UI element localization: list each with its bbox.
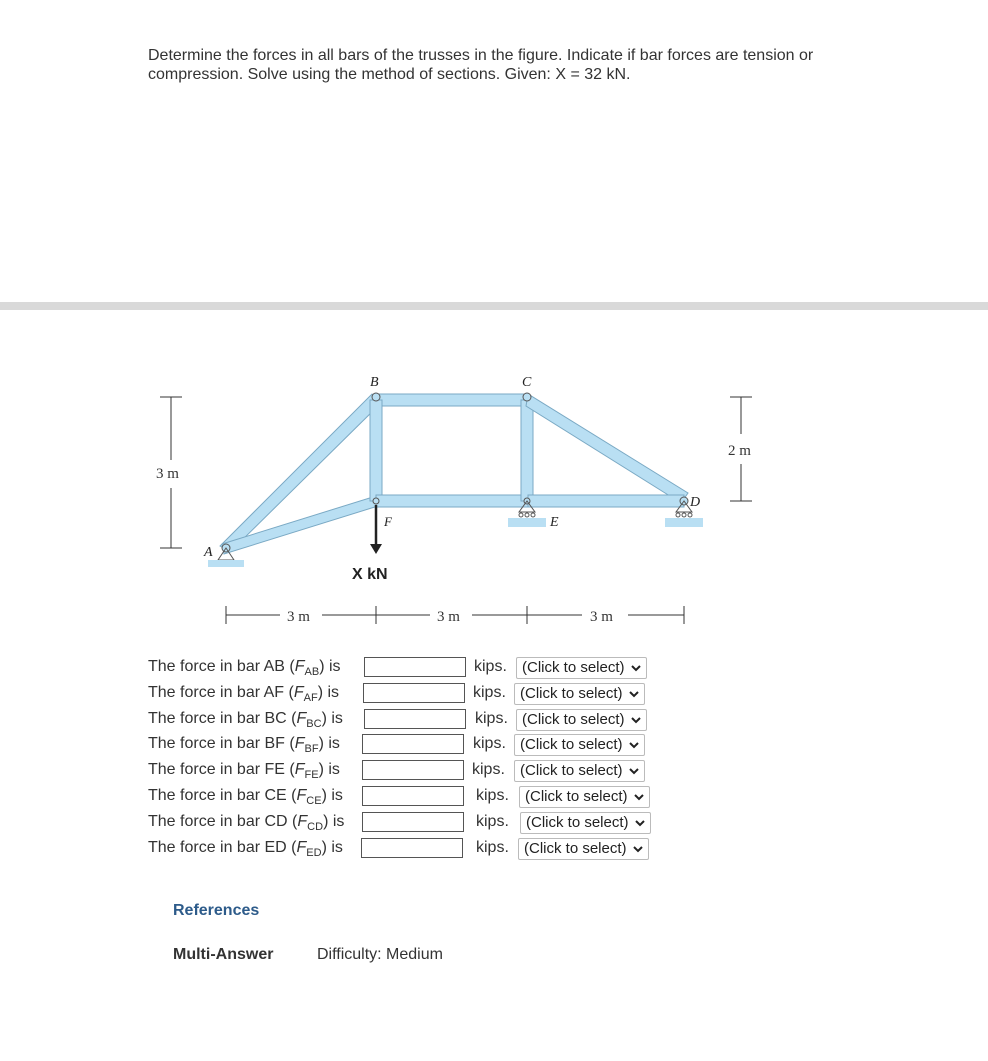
force-ed-input[interactable] (361, 838, 463, 858)
answer-label-prefix: The force in bar CE ( (148, 787, 297, 804)
answer-label-prefix: The force in bar CD ( (148, 812, 298, 830)
answer-label-suffix: ) is (319, 658, 341, 675)
force-symbol: F (293, 683, 304, 701)
select-value: (Click to select) (524, 839, 627, 857)
dim-span-3-label: 3 m (590, 609, 613, 625)
chevron-down-icon (633, 844, 643, 854)
select-value: (Click to select) (520, 684, 623, 702)
unit-label: kips. (473, 683, 506, 701)
select-value: (Click to select) (520, 736, 623, 754)
joint-F-label: F (384, 514, 392, 529)
answer-label-suffix: ) is (317, 683, 340, 701)
force-subscript: CD (307, 820, 324, 833)
select-value: (Click to select) (525, 788, 628, 805)
truss-members (220, 394, 688, 554)
force-subscript: FE (304, 769, 319, 782)
answer-label (148, 658, 341, 678)
select-value: (Click to select) (522, 659, 625, 676)
answer-label-prefix: The force in bar ED ( (148, 838, 297, 856)
member-BF (370, 400, 382, 501)
answer-label (148, 787, 343, 807)
problem-statement (148, 46, 888, 84)
force-cd-type-select[interactable] (520, 812, 651, 834)
unit-label: kips. (472, 761, 505, 779)
dim-height-right-label: 2 m (728, 443, 751, 459)
answer-label (148, 684, 339, 704)
answer-row (148, 682, 668, 706)
force-bf-type-select[interactable] (514, 734, 645, 756)
answer-label-prefix: The force in bar AB ( (148, 658, 295, 675)
force-symbol: F (296, 709, 307, 727)
answer-row (148, 811, 668, 835)
answer-row (148, 708, 668, 732)
member-CD (526, 394, 688, 503)
member-CE (521, 400, 533, 501)
select-value: (Click to select) (520, 762, 623, 780)
force-bc-type-select[interactable] (516, 709, 647, 731)
unit-label: kips. (474, 658, 507, 675)
force-af-type-select[interactable] (514, 683, 645, 705)
force-fe-type-select[interactable] (514, 760, 645, 782)
force-ce-input[interactable] (362, 786, 464, 806)
problem-line-1: Determine the forces in all bars of the trusses in the figure. Indicate if bar forces are tension or (148, 47, 814, 64)
answer-row (148, 837, 668, 861)
unit-label: kips. (475, 709, 508, 727)
force-symbol: F (294, 735, 305, 753)
unit-label: kips. (473, 735, 506, 753)
joint-D-label: D (690, 495, 701, 510)
answer-label (148, 710, 343, 730)
force-subscript: AF (303, 691, 318, 704)
force-symbol: F (296, 838, 307, 856)
force-subscript: BC (306, 717, 322, 730)
difficulty: Difficulty: Medium (317, 946, 443, 963)
section-divider (0, 302, 988, 310)
chevron-down-icon (631, 715, 641, 725)
force-ab-input[interactable] (364, 657, 466, 677)
chevron-down-icon (635, 818, 645, 828)
answer-label-suffix: ) is (318, 761, 340, 779)
force-cd-input[interactable] (362, 812, 464, 832)
answer-label-prefix: The force in bar BC ( (148, 709, 297, 727)
question-type: Multi-Answer (173, 946, 274, 963)
answer-label (148, 761, 340, 781)
answer-label-prefix: The force in bar AF ( (148, 683, 294, 701)
force-symbol: F (294, 658, 305, 675)
joint-E-label: E (550, 515, 559, 530)
force-ce-type-select[interactable] (519, 786, 650, 808)
force-subscript: AB (304, 666, 320, 679)
answer-label-suffix: ) is (321, 709, 343, 727)
chevron-down-icon (629, 740, 639, 750)
force-bf-input[interactable] (362, 734, 464, 754)
chevron-down-icon (634, 792, 644, 802)
force-ab-type-select[interactable] (516, 657, 647, 679)
answer-row (148, 759, 668, 783)
answer-label-suffix: ) is (323, 812, 345, 830)
answer-label-suffix: ) is (321, 838, 343, 856)
answer-row (148, 785, 668, 809)
unit-label: kips. (476, 787, 509, 804)
force-ed-type-select[interactable] (518, 838, 649, 860)
select-value: (Click to select) (522, 710, 625, 728)
unit-label: kips. (476, 838, 509, 856)
answer-label-suffix: ) is (318, 735, 340, 753)
force-symbol: F (296, 787, 307, 804)
joint-C-pin (523, 393, 531, 401)
force-bc-input[interactable] (364, 709, 466, 729)
dim-span-1-label: 3 m (287, 609, 310, 625)
force-subscript: BF (304, 743, 319, 756)
joint-A-label: A (204, 545, 213, 560)
chevron-down-icon (629, 766, 639, 776)
dim-height-left-label: 3 m (156, 466, 179, 482)
member-ED (528, 495, 684, 507)
joint-F-pin (373, 498, 379, 504)
force-symbol: F (294, 761, 305, 779)
chevron-down-icon (631, 663, 641, 673)
joint-B-pin (372, 393, 380, 401)
support-D-ground (665, 518, 703, 527)
force-af-input[interactable] (363, 683, 465, 703)
unit-label: kips. (476, 812, 509, 830)
load-label: X kN (352, 566, 388, 583)
answer-label-prefix: The force in bar FE ( (148, 761, 295, 779)
support-E-ground (508, 518, 546, 527)
answer-label (148, 839, 343, 859)
force-subscript: ED (306, 846, 322, 859)
joint-B-label: B (370, 375, 379, 390)
joint-C-label: C (522, 375, 532, 390)
force-subscript: CE (306, 795, 322, 808)
member-FE (376, 495, 528, 507)
answer-label-prefix: The force in bar BF ( (148, 735, 295, 753)
support-A-ground (208, 560, 244, 567)
answer-row (148, 656, 668, 680)
truss-figure (0, 360, 988, 640)
dim-span-2-label: 3 m (437, 609, 460, 625)
answer-label (148, 813, 344, 833)
problem-line-2: compression. Solve using the method of sections. Given: X = 32 kN. (148, 66, 631, 83)
answer-row (148, 733, 668, 757)
references-link[interactable]: References (173, 902, 260, 919)
answer-label (148, 735, 340, 755)
load-arrow (370, 505, 382, 554)
answer-label-suffix: ) is (321, 787, 343, 804)
chevron-down-icon (629, 689, 639, 699)
force-fe-input[interactable] (362, 760, 464, 780)
select-value: (Click to select) (526, 813, 629, 831)
member-BC (376, 394, 528, 406)
force-symbol: F (297, 812, 308, 830)
